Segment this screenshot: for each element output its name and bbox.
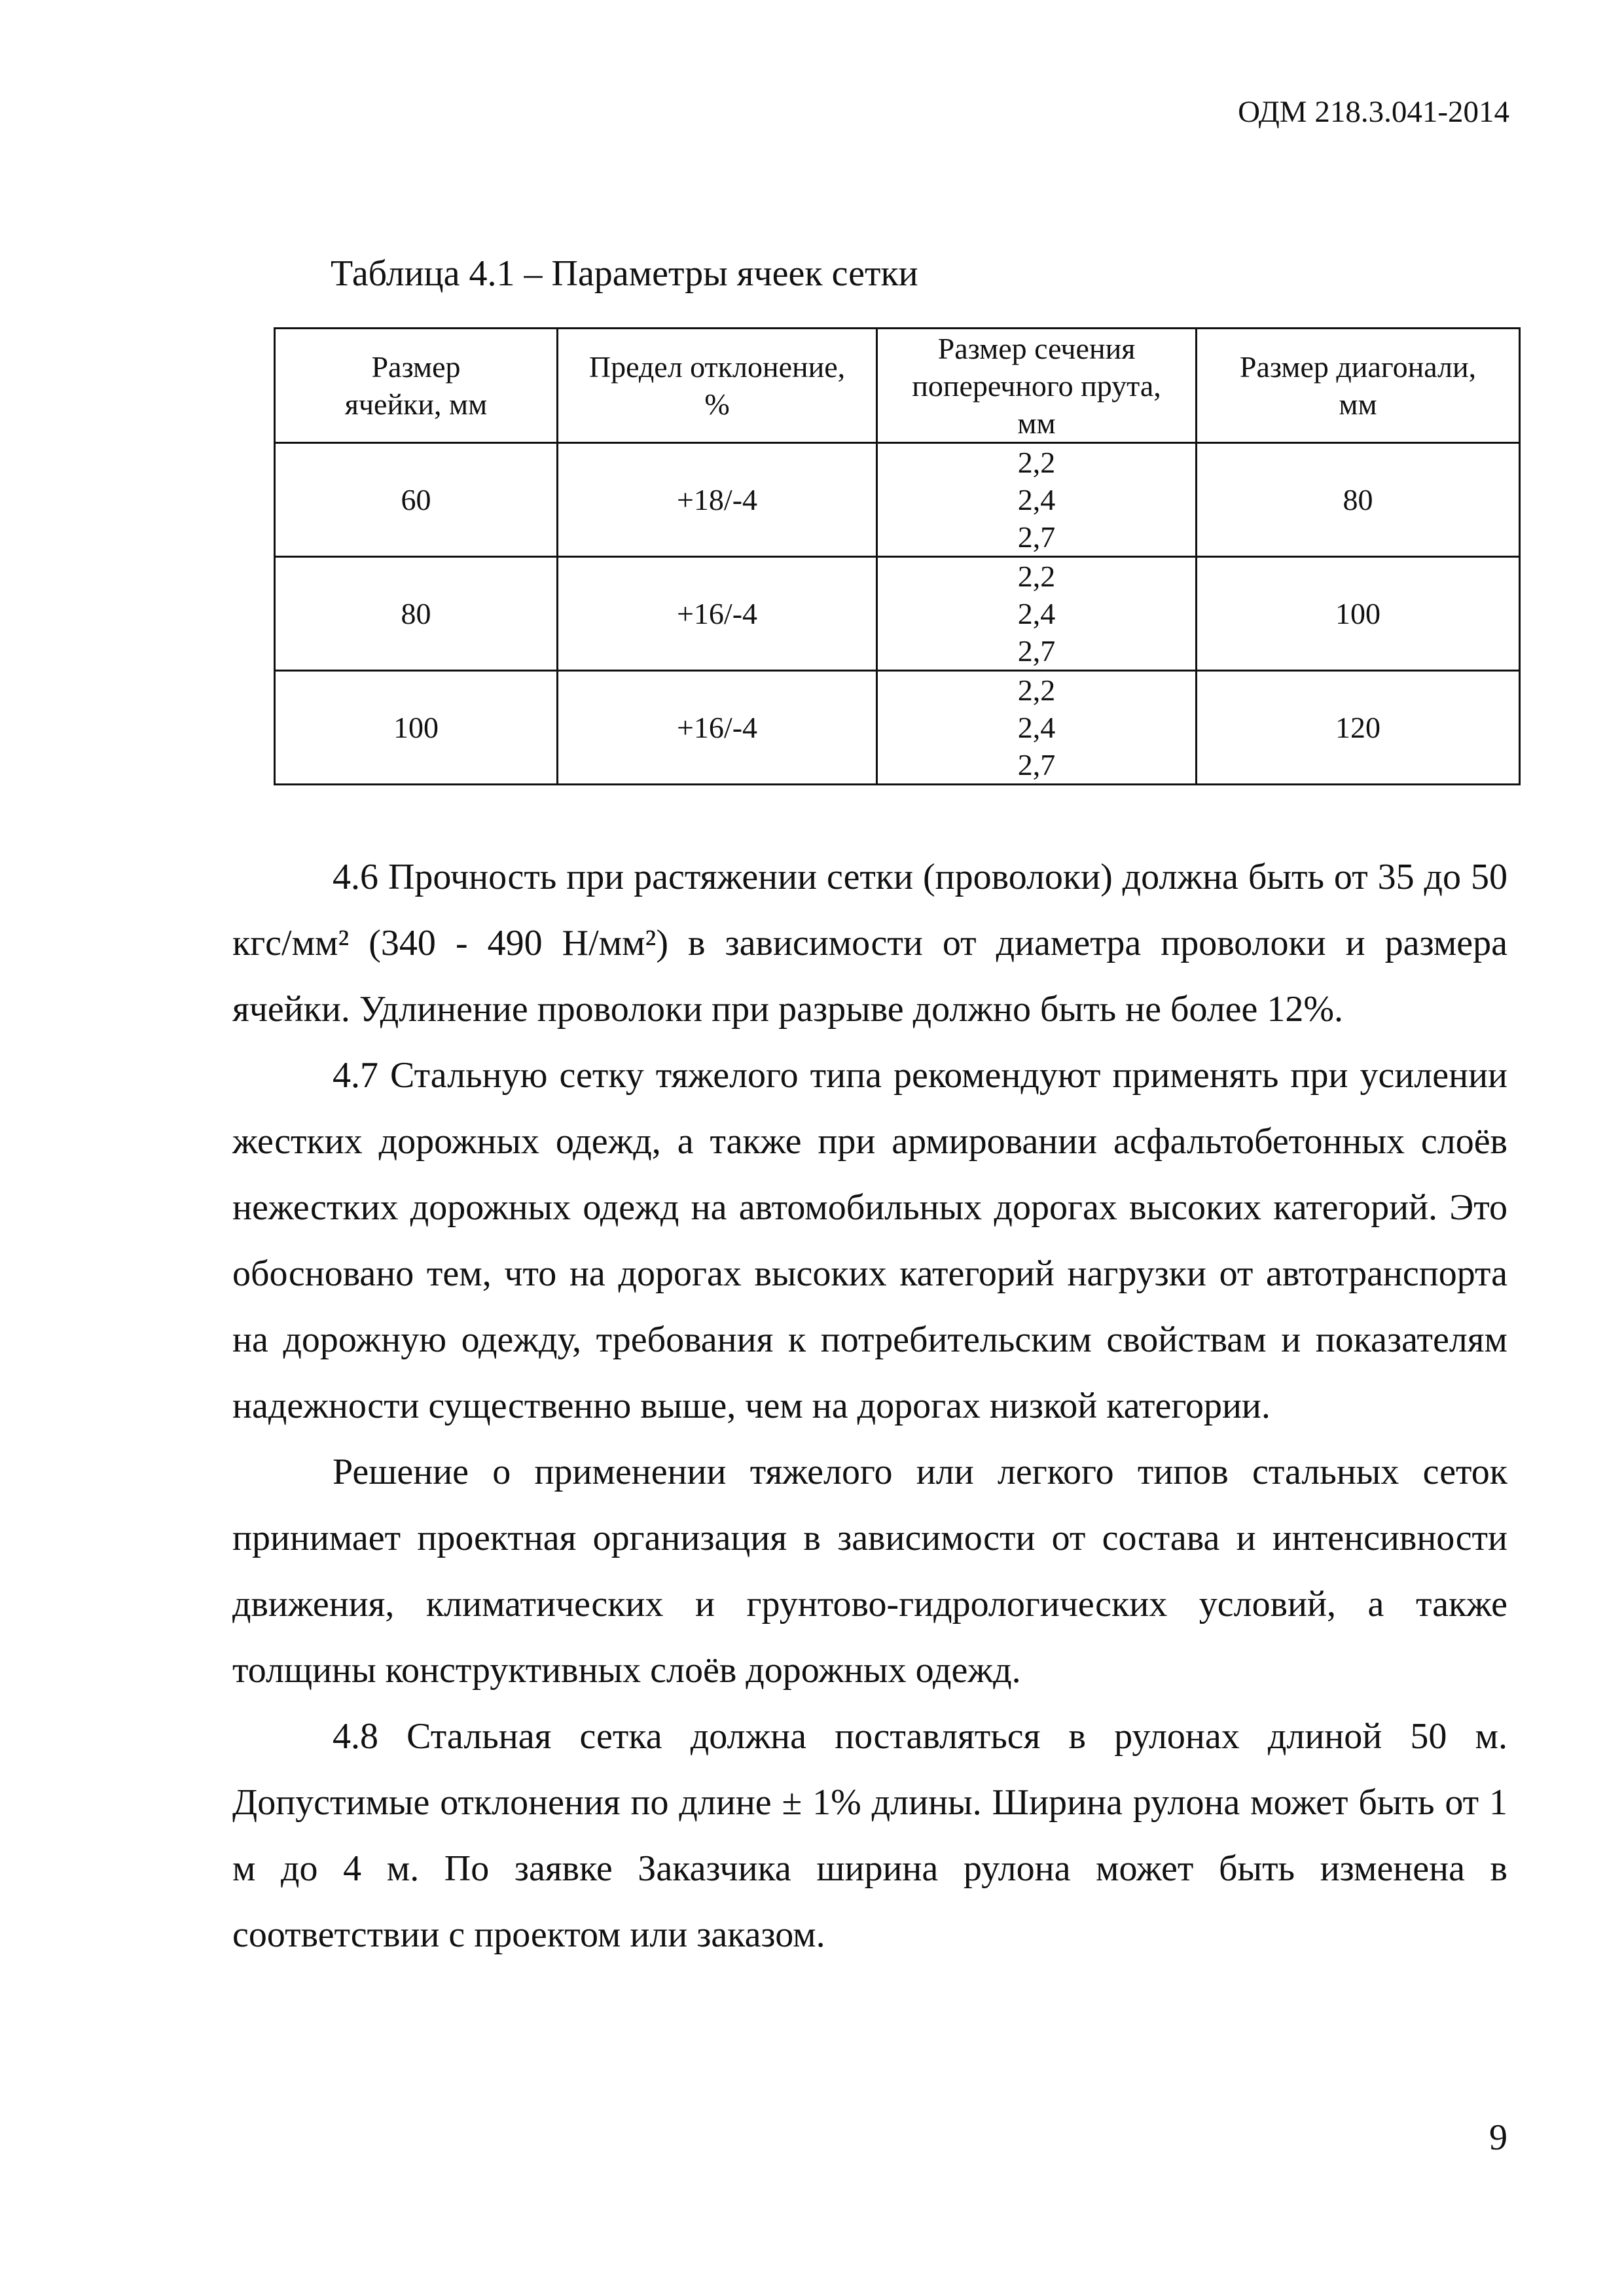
diagonal-value: 80 [1197, 443, 1520, 557]
header-line: Размер диагонали, [1239, 350, 1477, 384]
header-line: поперечного прута, [912, 368, 1161, 403]
paragraph-4-8: 4.8 Стальная сетка должна поставляться в рулонах длиной 50 м. Допустимые отклонения по длине ± 1% длины. Ширина рулона может быть от 1 м до 4 м. По заявке Заказчика ширина рулона может быть изменена в соответствии с проектом или заказом. [232, 1716, 1507, 1955]
table-row [275, 557, 1520, 671]
rod-section-value: 2,7 [1017, 748, 1056, 781]
paragraph-4-7: 4.7 Стальную сетку тяжелого типа рекомендуют применять при усилении жестких дорожных одежд, а также при армировании асфальтобетонных слоёв нежестких дорожных одежд на автомобильных дорогах высоких категорий. Это обосновано тем, что на дорогах высоких категорий нагрузки от автотранспорта на дорожную одежду, требования к потребительским свойствам и показателям надежности существенно выше, чем на дорогах низкой категории. [232, 1055, 1507, 1426]
rod-section-value: 2,2 [1017, 560, 1056, 593]
paragraph-4-6: 4.6 Прочность при растяжении сетки (проволоки) должна быть от 35 до 50 кгс/мм² (340 - 490 Н/мм²) в зависимости от диаметра проволоки и размера ячейки. Удлинение проволоки при разрыве должно быть не более 12%. [232, 857, 1507, 1030]
table-header-row [275, 329, 1520, 443]
rod-section-values [877, 557, 1197, 671]
diagonal-value: 120 [1197, 671, 1520, 785]
deviation-value: +18/-4 [558, 443, 877, 557]
header-line: ячейки, мм [344, 387, 488, 421]
header-rod-section [877, 329, 1197, 443]
diagonal-value: 100 [1197, 557, 1520, 671]
deviation-value: +16/-4 [558, 671, 877, 785]
header-line: % [704, 387, 730, 421]
rod-section-value: 2,4 [1017, 483, 1056, 516]
rod-section-value: 2,7 [1017, 634, 1056, 668]
cell-size-value: 80 [275, 557, 558, 671]
header-diagonal [1197, 329, 1520, 443]
document-code: ОДМ 218.3.041-2014 [1238, 95, 1509, 129]
table-row [275, 443, 1520, 557]
cell-size-value: 60 [275, 443, 558, 557]
header-line: мм [1339, 387, 1377, 421]
paragraph-decision: Решение о применении тяжелого или легкого типов стальных сеток принимает проектная организация в зависимости от состава и интенсивности движения, климатических и грунтово-гидрологических условий, а также толщины конструктивных слоёв дорожных одежд. [232, 1452, 1507, 1691]
rod-section-value: 2,2 [1017, 446, 1056, 479]
table-caption: Таблица 4.1 – Параметры ячеек сетки [331, 253, 918, 294]
body-text [232, 844, 1507, 1968]
header-line: Размер [371, 350, 461, 384]
rod-section-value: 2,2 [1017, 673, 1056, 707]
rod-section-value: 2,4 [1017, 711, 1056, 744]
page-number: 9 [1489, 2117, 1507, 2158]
mesh-parameters-table [274, 327, 1521, 785]
rod-section-values [877, 671, 1197, 785]
deviation-value: +16/-4 [558, 557, 877, 671]
header-line: Размер сечения [937, 331, 1136, 365]
cell-size-value: 100 [275, 671, 558, 785]
header-line: мм [1017, 406, 1056, 440]
rod-section-values [877, 443, 1197, 557]
rod-section-value: 2,7 [1017, 520, 1056, 554]
header-line: Предел отклонение, [588, 350, 846, 384]
table-row [275, 671, 1520, 785]
rod-section-value: 2,4 [1017, 597, 1056, 630]
header-deviation [558, 329, 877, 443]
header-cell-size [275, 329, 558, 443]
